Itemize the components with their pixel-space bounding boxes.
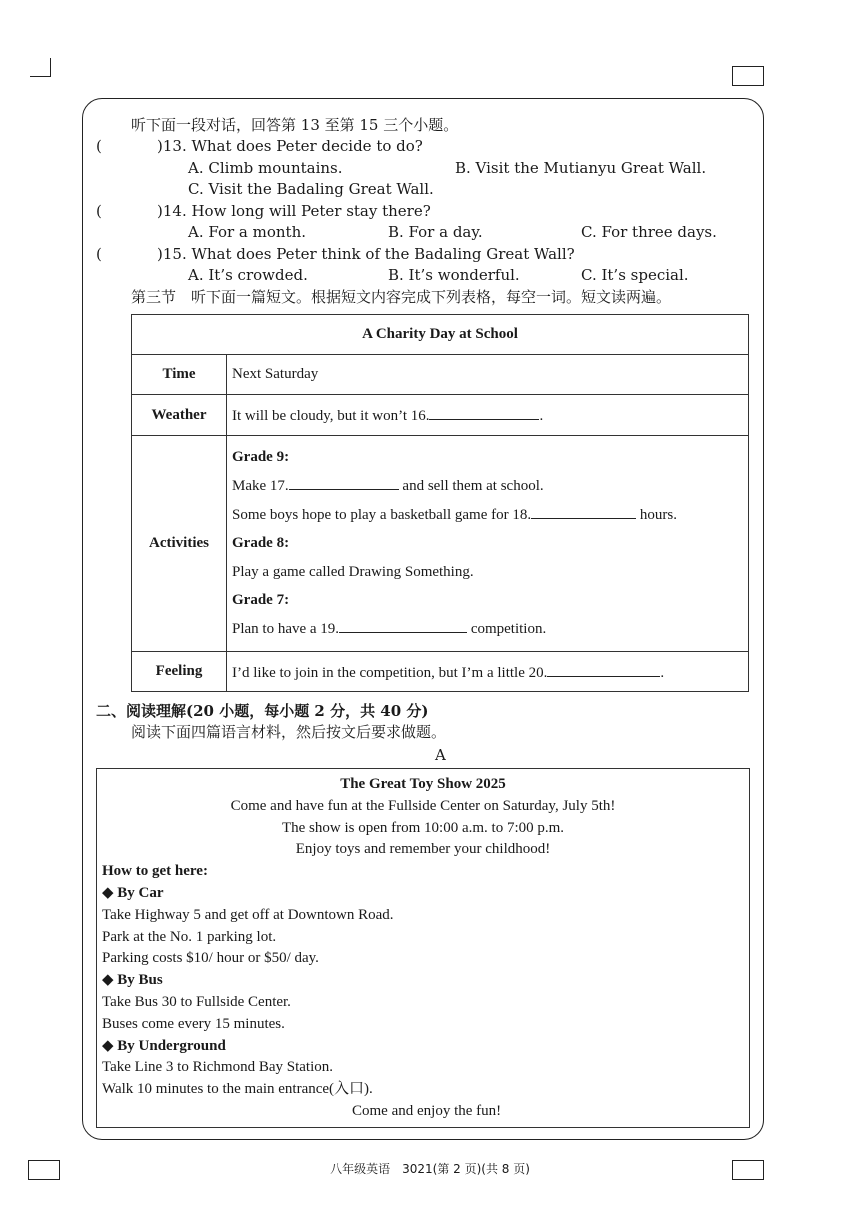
poster-title: The Great Toy Show 2025 <box>340 776 506 792</box>
table-row-feeling <box>132 652 749 692</box>
by-underground-heading: ◆ By Underground <box>102 1037 226 1054</box>
table-row-time <box>132 355 749 395</box>
activity-17-after: and sell them at school. <box>398 478 544 495</box>
feeling-period: . <box>660 664 665 681</box>
reading-instruction: 阅读下面四篇语言材料，然后按文后要求做题。 <box>131 723 447 741</box>
time-label: Time <box>132 355 227 395</box>
table-row-activities <box>132 436 749 652</box>
activity-17-text: Make 17. <box>232 478 289 495</box>
q14-stem: )14. How long will Peter stay there? <box>157 202 431 220</box>
blank-19[interactable] <box>339 618 467 633</box>
activity-line-17 <box>232 472 743 501</box>
activities-label: Activities <box>132 436 227 652</box>
blank-20[interactable] <box>547 662 660 677</box>
weather-period: . <box>539 408 544 424</box>
activities-cell <box>227 436 749 652</box>
activity-18-after: hours. <box>636 506 677 523</box>
passage-letter: A <box>435 746 446 764</box>
activity-18-text: Some boys hope to play a basketball game for 18. <box>232 506 532 523</box>
weather-label: Weather <box>132 395 227 436</box>
bus-line-2: Buses come every 15 minutes. <box>102 1015 285 1032</box>
q14-option-c: C. For three days. <box>581 223 717 241</box>
reading-section-title: 二、阅读理解(20 小题，每小题 2 分，共 40 分) <box>96 702 429 720</box>
corner-mark-top-right <box>732 66 764 86</box>
toy-show-poster <box>96 768 750 1128</box>
blank-18[interactable] <box>531 504 636 519</box>
activity-line-grade8: Play a game called Drawing Something. <box>232 563 474 580</box>
corner-mark-top-left <box>30 58 51 77</box>
grade9-heading: Grade 9: <box>232 449 290 466</box>
weather-cell <box>227 395 749 436</box>
feeling-label: Feeling <box>132 652 227 692</box>
q14-paren: ( <box>96 202 102 220</box>
time-value: Next Saturday <box>227 355 749 395</box>
q14-option-a: A. For a month. <box>188 223 307 241</box>
q13-option-b: B. Visit the Mutianyu Great Wall. <box>455 159 707 177</box>
by-car-heading: ◆ By Car <box>102 884 164 901</box>
poster-line-2: The show is open from 10:00 a.m. to 7:00 p.m. <box>281 819 565 836</box>
activity-19-after: competition. <box>467 620 547 637</box>
table-row-weather <box>132 395 749 436</box>
grade7-heading: Grade 7: <box>232 592 290 609</box>
table-title: A Charity Day at School <box>132 315 749 355</box>
grade8-heading: Grade 8: <box>232 535 290 552</box>
car-line-2: Park at the No. 1 parking lot. <box>102 928 277 945</box>
q13-stem: )13. What does Peter decide to do? <box>157 137 423 155</box>
q15-paren: ( <box>96 245 102 263</box>
poster-line-3: Enjoy toys and remember your childhood! <box>295 841 551 858</box>
activity-line-18 <box>232 501 743 530</box>
q15-option-a: A. It’s crowded. <box>188 266 308 284</box>
car-line-1: Take Highway 5 and get off at Downtown Road. <box>102 906 394 923</box>
page-footer: 八年级英语 3021(第 2 页)(共 8 页) <box>330 1162 530 1176</box>
poster-closing: Come and enjoy the fun! <box>352 1102 502 1119</box>
charity-day-table <box>131 314 749 692</box>
q14-option-b: B. For a day. <box>388 223 483 241</box>
listening-instruction: 听下面一段对话，回答第 13 至第 15 三个小题。 <box>131 116 459 134</box>
blank-16[interactable] <box>429 405 539 420</box>
weather-text: It will be cloudy, but it won’t 16. <box>232 408 430 424</box>
section3-instruction: 第三节 听下面一篇短文。根据短文内容完成下列表格，每空一词。短文读两遍。 <box>131 288 672 306</box>
underground-line-2: Walk 10 minutes to the main entrance(入口). <box>102 1081 373 1098</box>
q15-option-b: B. It’s wonderful. <box>388 266 520 284</box>
car-line-3: Parking costs $10/ hour or $50/ day. <box>102 950 319 967</box>
bus-line-1: Take Bus 30 to Fullside Center. <box>102 993 291 1010</box>
q15-stem: )15. What does Peter think of the Badaling Great Wall? <box>157 245 575 263</box>
feeling-text: I’d like to join in the competition, but I’m a little 20. <box>232 664 548 681</box>
poster-line-1: Come and have fun at the Fullside Center on Saturday, July 5th! <box>230 797 616 814</box>
blank-17[interactable] <box>289 475 399 490</box>
q15-option-c: C. It’s special. <box>581 266 689 284</box>
by-bus-heading: ◆ By Bus <box>102 972 163 989</box>
how-to-heading: How to get here: <box>102 863 208 880</box>
activity-line-19 <box>232 615 743 644</box>
q13-option-a: A. Climb mountains. <box>188 159 343 177</box>
q13-paren: ( <box>96 137 102 155</box>
underground-line-1: Take Line 3 to Richmond Bay Station. <box>102 1059 333 1076</box>
feeling-cell <box>227 652 749 692</box>
q13-option-c: C. Visit the Badaling Great Wall. <box>188 180 434 198</box>
activity-19-text: Plan to have a 19. <box>232 620 340 637</box>
